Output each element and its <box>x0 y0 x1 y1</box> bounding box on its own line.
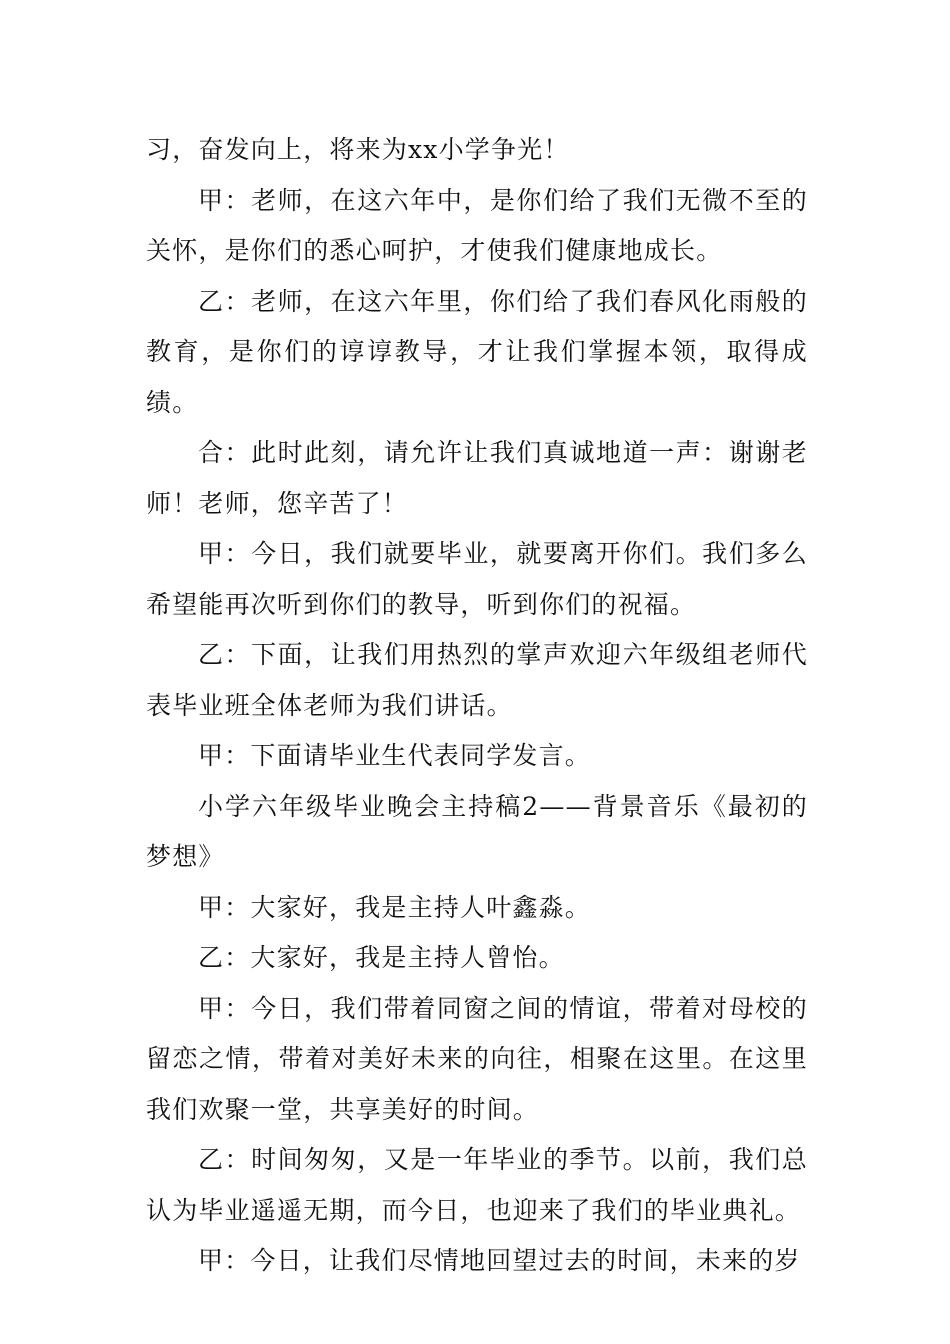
paragraph-jia-graduating: 甲：今日，我们就要毕业，就要离开你们。我们多么希望能再次听到你们的教导，听到你们的祝福。 <box>146 539 808 619</box>
paragraph-yi-teacher-speech: 乙：下面，让我们用热烈的掌声欢迎六年级组老师代表毕业班全体老师为我们讲话。 <box>146 640 808 720</box>
paragraph-continuation: 习，奋发向上，将来为xx小学争光！ <box>146 135 570 164</box>
paragraph-together-thanks: 合：此时此刻，请允许让我们真诚地道一声：谢谢老师！老师，您辛苦了！ <box>146 438 808 518</box>
paragraph-jia-student-speech: 甲：下面请毕业生代表同学发言。 <box>198 741 592 770</box>
document-page <box>146 125 808 1287</box>
section-heading-script-2: 小学六年级毕业晚会主持稿2——背景音乐《最初的梦想》 <box>146 791 808 871</box>
paragraph-jia-look-back: 甲：今日，让我们尽情地回望过去的时间，未来的岁 <box>198 1246 801 1275</box>
paragraph-jia-thanks-care: 甲：老师，在这六年中，是你们给了我们无微不至的关怀，是你们的悉心呵护，才使我们健康地成长。 <box>146 185 808 265</box>
paragraph-yi-thanks-teaching: 乙：老师，在这六年里，你们给了我们春风化雨般的教育，是你们的谆谆教导，才让我们掌握本领，取得成绩。 <box>146 286 808 417</box>
paragraph-jia-greeting: 甲：大家好，我是主持人叶鑫淼。 <box>198 892 592 922</box>
paragraph-jia-gathering: 甲：今日，我们带着同窗之间的情谊，带着对母校的留恋之情，带着对美好未来的向往，相聚在这里。在这里我们欢聚一堂，共享美好的时间。 <box>146 993 808 1124</box>
paragraph-yi-season: 乙：时间匆匆，又是一年毕业的季节。以前，我们总认为毕业遥遥无期，而今日，也迎来了我们的毕业典礼。 <box>146 1145 808 1225</box>
paragraph-yi-greeting: 乙：大家好，我是主持人曾怡。 <box>198 943 565 972</box>
